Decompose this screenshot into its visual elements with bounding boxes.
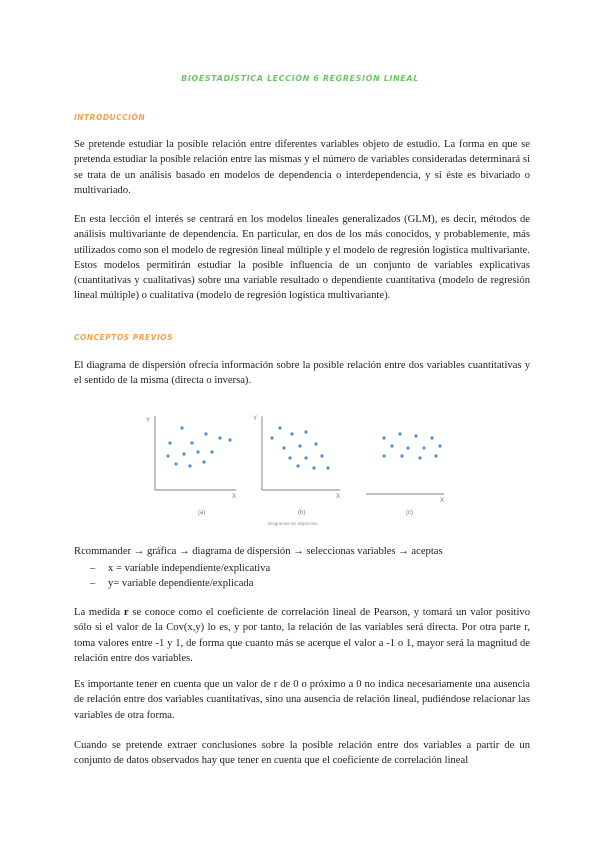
scatter-point — [304, 430, 307, 433]
scatter-point — [406, 446, 409, 449]
plot-c-x-label: X — [440, 498, 445, 504]
intro-paragraph-1: Se pretende estudiar la posible relación entre diferentes variables objeto de estudio. La forma en que se pretenda estudiar la posible relación entre las mismas y el número de variables consideradas determinará si se trata de un análisis basado en modelos de dependencia o interdependencia, y si éste es bivariado o multivariado. — [74, 139, 530, 196]
scatter-point — [270, 436, 273, 439]
scatter-plot-b — [253, 416, 340, 516]
scatter-point — [218, 436, 221, 439]
scatter-point — [434, 454, 437, 457]
scatter-point — [298, 444, 301, 447]
list-dash: – — [90, 563, 96, 574]
list-item-text: y= variable dependiente/explicada — [108, 578, 254, 589]
list-item-text: x = variable independiente/explicativa — [108, 563, 271, 574]
scatter-point — [166, 454, 169, 457]
scatter-point — [296, 464, 299, 467]
scatter-point — [414, 434, 417, 437]
scatter-point — [382, 454, 385, 457]
scatter-point — [430, 436, 433, 439]
plot-a-points — [166, 426, 231, 467]
scatter-point — [174, 462, 177, 465]
scatter-point — [180, 426, 183, 429]
document-title: BIOESTADÍSTICA LECCIÓN 6 REGRESIÓN LINEAL — [181, 74, 419, 83]
plot-a-x-label: X — [232, 494, 237, 500]
pearson-p1-pre: La medida — [74, 607, 124, 618]
scatter-point — [320, 454, 323, 457]
scatter-point — [400, 454, 403, 457]
scatter-plot-a — [146, 416, 236, 516]
pearson-r-symbol: r — [123, 607, 129, 618]
intro-paragraph-2: En esta lección el interés se centrará en los modelos lineales generalizados (GLM), es decir, métodos de análisis multivariante de dependencia. En particular, en dos de los más conocidos, y probablemente, más utilizados como son el modelo de regresión lineal múltiple y el modelo de regresión logística multivariante. Estos modelos permitirán estudiar la posible influencia de un conjunto de variables explicativas (cuantitativas y cualitativas) sobre una variable resultado o dependiente cuantitativa (modelo de regresión lineal múltiple) o cualitativa (modelo de regresión logística multivariante). — [74, 214, 531, 302]
scatter-point — [288, 456, 291, 459]
scatter-point — [438, 444, 441, 447]
plot-a-y-label: Y — [146, 418, 151, 424]
rcommander-path: Rcommander → gráfica → diagrama de dispersión → seleccionas variables → aceptas — [74, 546, 443, 557]
plot-c-points — [382, 432, 441, 459]
figure-caption: Diagramas de dispersión — [268, 521, 318, 526]
introduction-heading: INTRODUCCIÓN — [74, 113, 146, 122]
list-dash: – — [90, 578, 96, 589]
scatter-point — [422, 446, 425, 449]
scatter-point — [304, 456, 307, 459]
scatter-point — [204, 432, 207, 435]
scatter-figure — [140, 408, 450, 530]
scatter-point — [196, 450, 199, 453]
scatter-point — [398, 432, 401, 435]
pearson-paragraph-1 — [74, 605, 530, 666]
scatter-point — [314, 442, 317, 445]
scatter-point — [168, 441, 171, 444]
pearson-paragraph-3: Cuando se pretende extraer conclusiones sobre la posible relación entre dos variables a partir de un conjunto de datos observados hay que tener en cuenta que el coeficiente de correlación lineal — [74, 740, 530, 767]
pearson-p1-post: se conoce como el coeficiente de correlación lineal de Pearson, y tomará un valor positivo sólo si el valor de la Cov(x,y) lo es, y por tanto, la relación de las variables será directa. Por otra parte r, toma valores entre -1 y 1, de forma que cuanto más se acerque el valor a -1 o 1, mayor será la magnitud de relación entre dos variables. — [74, 607, 530, 664]
scatter-point — [228, 438, 231, 441]
scatter-point — [312, 466, 315, 469]
scatter-point — [188, 464, 191, 467]
scatter-point — [390, 444, 393, 447]
plot-a-caption: (a) — [198, 510, 206, 516]
concepts-paragraph-1: El diagrama de dispersión ofrecía información sobre la posible relación entre dos variables cuantitativas y el sentido de la misma (directa o inversa). — [74, 360, 530, 387]
scatter-plot-c — [366, 432, 444, 516]
scatter-point — [382, 436, 385, 439]
pearson-paragraph-2: Es importante tener en cuenta que un valor de r de 0 o próximo a 0 no indica necesariamente una ausencia de relación entre dos variables cuantitativas, sino una ausencia de relación lineal, pudiéndose relacionar las variables de otra forma. — [74, 679, 530, 721]
scatter-point — [282, 446, 285, 449]
plot-c-caption: (c) — [406, 510, 413, 516]
plot-b-x-label: X — [336, 494, 341, 500]
list-item — [90, 576, 270, 591]
scatter-point — [418, 456, 421, 459]
scatter-point — [278, 426, 281, 429]
concepts-heading: CONCEPTOS PREVIOS — [74, 333, 174, 342]
scatter-point — [190, 441, 193, 444]
scatter-point — [326, 466, 329, 469]
scatter-point — [210, 450, 213, 453]
plot-b-points — [270, 426, 329, 469]
scatter-point — [290, 432, 293, 435]
plot-b-y-label: Y — [253, 416, 258, 422]
plot-b-caption: (b) — [298, 510, 306, 516]
scatter-point — [182, 452, 185, 455]
variables-list — [90, 561, 270, 591]
list-item — [90, 561, 270, 576]
scatter-point — [202, 460, 205, 463]
